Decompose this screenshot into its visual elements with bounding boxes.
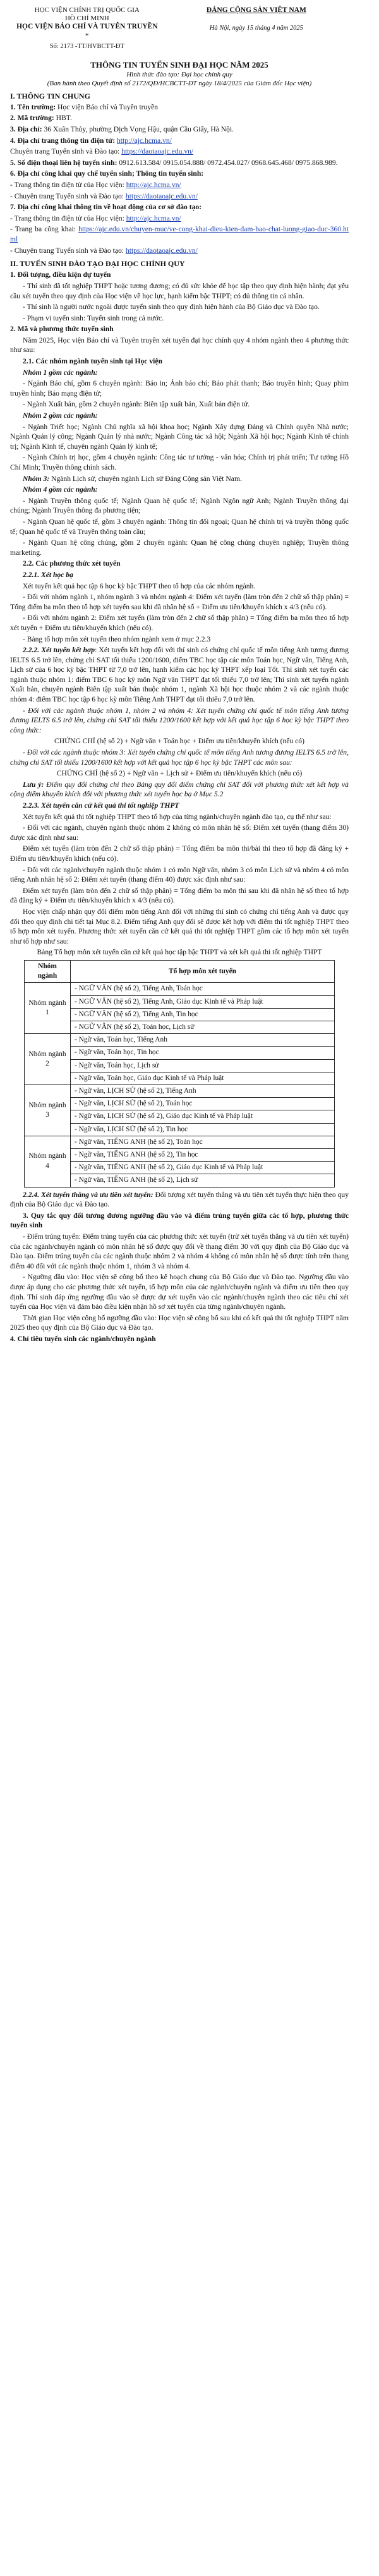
note-text: Điểm quy đổi chứng chỉ theo Bảng quy đổi điểm chứng chỉ SAT đối với phương thức xét kết hợp và cộng điểm khuyến khích đối với phương thức xét tuyển học bạ ở Mục 5.2 [10, 780, 349, 799]
table-row [25, 1110, 335, 1123]
combo-cell: - NGỮ VĂN (hệ số 2), Tiếng Anh, Toán học [71, 983, 335, 995]
document-basis: (Ban hành theo Quyết định số 2172/QĐ/HCBCTT-ĐT ngày 18/4/2025 của Giám đốc Học viện) [47, 79, 312, 87]
place-date: Hà Nội, ngày 15 tháng 4 năm 2025 [209, 25, 303, 32]
sub-1-para-2: - Thí sinh là người nước ngoài được tuyển sinh theo quy định hiện hành của Bộ Giáo dục và Đào tạo. [23, 303, 320, 312]
group-3-text: Ngành Lịch sử, chuyên ngành Lịch sử Đảng Cộng sản Việt Nam. [49, 474, 242, 483]
item-4b-text: Chuyên trang Tuyển sinh và Đào tạo: [10, 147, 122, 156]
item-3-text: 36 Xuân Thủy, phường Dịch Vọng Hậu, quận Cầu Giấy, Hà Nội. [42, 125, 234, 133]
item-2-label: 2. Mã trường: [10, 114, 54, 123]
group-2-para-2: - Ngành Chính trị học, gồm 4 chuyên ngành: Công tác tư tưởng - văn hóa; Chính trị phát triển; Tư tưởng Hồ Chí Minh; Truyền thông chính sách. [10, 453, 349, 472]
combo-cell: - Ngữ văn, Toán học, Tin học [71, 1047, 335, 1059]
sub-2-1-heading: 2.1. Các nhóm ngành tuyển sinh tại Học viện [23, 357, 162, 366]
party-name: ĐẢNG CỘNG SẢN VIỆT NAM [206, 6, 306, 14]
sub-2-2-4 [10, 1190, 349, 1210]
sub-2-2-1-para-1: Xét tuyển kết quả học tập 6 học kỳ bậc THPT theo tổ hợp của các nhóm ngành. [23, 581, 256, 590]
asterisk-divider: * [85, 32, 89, 40]
table-row [25, 1008, 335, 1021]
table-row [25, 1136, 335, 1148]
combo-cell: - Ngữ văn, TIẾNG ANH (hệ số 2), Lịch sử [71, 1174, 335, 1187]
sub-3-para-3: Thời gian Học viện công bố ngưỡng đầu vào: Học viện sẽ công bố sau khi có kết quả thi tốt nghiệp THPT năm 2025 theo quy định của Bộ Giáo dục và Đào tạo. [10, 1313, 349, 1332]
group-cell: Nhóm ngành 4 [25, 1136, 71, 1187]
combo-cell: - Ngữ văn, LỊCH SỬ (hệ số 2), Tin học [71, 1123, 335, 1136]
combo-cell: - Ngữ văn, TIẾNG ANH (hệ số 2), Tin học [71, 1148, 335, 1161]
item-7-line1-text: - Trang thông tin điện tử của Học viện: [10, 214, 126, 222]
sub-3-heading: 3. Quy tắc quy đổi tương đương ngưỡng đầu vào và điểm trúng tuyển giữa các tổ hợp, phương thức tuyển sinh [10, 1211, 349, 1230]
item-7-line3-text: - Chuyên trang Tuyển sinh và Đào tạo: [10, 246, 126, 255]
document-number: Số: 2173 -TT/HVBCTT-ĐT [49, 43, 124, 51]
issuer-block [10, 6, 164, 51]
item-7-admissions-link[interactable]: https://daotaoajc.edu.vn/ [125, 246, 198, 255]
sub-2-2-3-para-3: Điểm xét tuyển (làm tròn đến 2 chữ số thập phân) = Tổng điểm ba môn thi/bài thi theo tổ hợp đã đăng ký + Điểm ưu tiên/khuyến khích (nếu có). [10, 844, 349, 863]
table-row [25, 1021, 335, 1033]
item-6 [10, 169, 349, 179]
formula-1: CHỨNG CHỈ (hệ số 2) + Ngữ văn + Toán học + Điểm ưu tiên/khuyến khích (nếu có) [54, 737, 304, 746]
sub-2-2-3-para-4: - Đối với các ngành/chuyên ngành thuộc nhóm 1 có môn Ngữ văn, nhóm 3 có môn Lịch sử và nhóm 4 có môn tiếng Anh nhân hệ số 2: Điểm xét tuyển (thang điểm 40) được xác định như sau: [10, 865, 349, 884]
website-link[interactable]: http://ajc.hcma.vn/ [116, 136, 172, 145]
table-row [25, 1034, 335, 1047]
sub-2-2-2-para-2: - Đối với các ngành thuộc nhóm 1, nhóm 2 và nhóm 4: Xét tuyển chứng chỉ quốc tế môn tiếng Anh tương đương IELTS 6.5 trở lên, chứng chỉ SAT tối thiểu 1200/1600 kết hợp với kết quả học tập 6 học kỳ bậc THPT theo công thức: [10, 706, 349, 734]
item-6-line1-text: - Trang thông tin điện tử của Học viện: [10, 180, 126, 189]
item-7-disclosure-link[interactable]: https://ajc.edu.vn/chuyen-muc/ve-cong-khai-dieu-kien-dam-bao-chat-luong-giao-duc-360.html [10, 225, 349, 243]
sub-2-2-2-heading: 2.2.2. Xét tuyển kết hợp [23, 646, 95, 655]
combo-cell: - NGỮ VĂN (hệ số 2), Tiếng Anh, Giáo dục Kinh tế và Pháp luật [71, 995, 335, 1008]
item-2 [10, 113, 349, 123]
table-row [25, 1174, 335, 1187]
item-2-text: HBT. [54, 114, 72, 123]
document-subtitle: Hình thức đào tạo: Đại học chính quy [126, 70, 232, 78]
table-row [25, 1084, 335, 1097]
group-1-heading: Nhóm 1 gồm các ngành: [23, 368, 98, 377]
item-6-line2-text: - Chuyên trang Tuyển sinh và Đào tạo: [10, 191, 126, 200]
item-3 [10, 125, 349, 135]
item-6-line2 [10, 191, 349, 202]
sub-2-heading: 2. Mã và phương thức tuyển sinh [10, 325, 114, 334]
note-label: Lưu ý: [23, 780, 44, 789]
item-1 [10, 102, 349, 112]
combo-cell: - Ngữ văn, TIẾNG ANH (hệ số 2), Toán học [71, 1136, 335, 1148]
combo-cell: - Ngữ văn, LỊCH SỬ (hệ số 2), Toán học [71, 1098, 335, 1110]
sub-3-para-1: - Điểm trúng tuyển: Điểm trúng tuyển của các phương thức xét tuyển (trừ xét tuyển thẳng và ưu tiên xét tuyển) của các ngành/chuyên ngành có môn nhân hệ số được quy đổi về thang điểm 30 với quy định của Bộ Giáo dục và Đào tạo. Điểm trúng tuyển của các ngành thuộc nhóm 2 và nhóm 4 không có môn nhân hệ số được tính trên thang điểm 40 đối với các ngành thuộc nhóm 1, nhóm 3 và nhóm 4. [10, 1232, 349, 1270]
sub-2-2-3-para-2: - Đối với các ngành, chuyên ngành thuộc nhóm 2 không có môn nhân hệ số: Điểm xét tuyển (thang điểm 30) được xác định như sau: [10, 823, 349, 842]
sub-2-2-3-para-5: Điểm xét tuyển (làm tròn đến 2 chữ số thập phân) = Tổng điểm ba môn thi sau khi đã nhân hệ số theo tổ hợp đã đăng ký + Điểm ưu tiên/khuyến khích x 4/3 (nếu có). [10, 886, 349, 905]
item-7 [10, 202, 349, 212]
document-title: THÔNG TIN TUYỂN SINH ĐẠI HỌC NĂM 2025 [90, 60, 268, 70]
combo-cell: - Ngữ văn, Toán học, Lịch sử [71, 1059, 335, 1072]
sub-2-2-2-note [10, 780, 349, 799]
section-1-heading: I. THÔNG TIN CHUNG [10, 91, 90, 100]
section-2-heading: II. TUYỂN SINH ĐÀO TẠO ĐẠI HỌC CHÍNH QUY [10, 259, 185, 269]
sub-2-2-1-para-4: - Bảng tổ hợp môn xét tuyển theo nhóm ngành xem ở mục 2.2.3 [23, 635, 211, 643]
sub-4-heading: 4. Chỉ tiêu tuyển sinh các ngành/chuyên ngành [10, 1334, 156, 1343]
subject-combination-table [24, 960, 335, 1188]
item-5 [10, 158, 349, 168]
group-4-para-2: - Ngành Quan hệ quốc tế, gồm 3 chuyên ngành: Thông tin đối ngoại; Quan hệ chính trị và truyền thông quốc tế; Quan hệ quốc tế và Truyền thông toàn cầu; [10, 517, 349, 536]
group-4-para-1: - Ngành Truyền thông quốc tế; Ngành Quan hệ quốc tế; Ngành Ngôn ngữ Anh; Ngành Truyền thông đại chúng; Ngành Truyền thông đa phương tiện; [10, 496, 349, 515]
motto-block [164, 6, 349, 51]
group-3 [10, 474, 349, 484]
item-7-line3 [10, 246, 349, 256]
sub-2-para-1: Năm 2025, Học viện Báo chí và Tuyên truyền xét tuyển đại học chính quy 4 nhóm ngành theo 4 phương thức như sau: [10, 336, 349, 355]
table-row [25, 1148, 335, 1161]
table-header-row [25, 960, 335, 982]
sub-2-2-heading: 2.2. Các phương thức xét tuyển [23, 559, 121, 568]
group-cell: Nhóm ngành 1 [25, 983, 71, 1034]
table-row [25, 1162, 335, 1174]
sub-2-2-3-para-1: Xét tuyển kết quả thi tốt nghiệp THPT theo tổ hợp của từng ngành/chuyên ngành đào tạo, cụ thể như sau: [23, 812, 332, 821]
group-3-heading: Nhóm 3: [23, 474, 50, 483]
item-4 [10, 136, 349, 146]
sub-1-heading: 1. Đối tượng, điều kiện dự tuyển [10, 270, 111, 279]
sub-2-2-2-para-3: - Đối với các ngành thuộc nhóm 3: Xét tuyển chứng chỉ quốc tế môn tiếng Anh tương đương IELTS 6.5 trở lên, chứng chỉ SAT tối thiểu 1200/1600 kết hợp với kết quả học tập 6 học kỳ bậc THPT các môn sau: [10, 748, 349, 767]
sub-2-2-4-text: Đối tượng xét tuyển thẳng và ưu tiên xét tuyển thực hiện theo quy định của Bộ Giáo dục và Đào tạo. [10, 1190, 349, 1209]
formula-2: CHỨNG CHỈ (hệ số 2) + Ngữ văn + Lịch sử + Điểm ưu tiên/khuyến khích (nếu có) [56, 769, 303, 778]
sub-2-2-2-text: : Xét tuyển kết hợp đối với thí sinh có chứng chỉ quốc tế môn tiếng Anh tương đương IELTS 6.5 trở lên, chứng chỉ SAT tối thiểu 1200/1600, điểm TBC học tập các môn Toán học, Ngữ văn, Tiếng Anh, Lịch sử của 6 học kỳ bậc THPT từ 7,0 trở lên, hạnh kiểm các học kỳ THPT xếp loại Tốt. Thí sinh xét tuyển các ngành thuộc nhóm 1: điểm TBC 6 học kỳ môn Ngữ văn THPT đạt tối thiểu 7,0 trở lên; Thí sinh xét tuyển ngành Xuất bản, chuyên ngành Biên tập xuất bản thuộc nhóm 1, ngành Xã hội học thuộc nhóm 2 và các ngành thuộc nhóm 4: điểm TBC học tập 6 học kỳ môn Tiếng Anh THPT đạt tối thiểu 7,0 trở lên. [10, 646, 349, 704]
item-7-line2 [10, 224, 349, 244]
group-2-heading: Nhóm 2 gồm các ngành: [23, 411, 98, 420]
item-7-line2-text: - Trang ba công khai: [10, 225, 79, 234]
sub-1-para-3: - Phạm vi tuyển sinh: Tuyển sinh trong cả nước. [23, 313, 164, 322]
combo-cell: - Ngữ văn, LỊCH SỬ (hệ số 2), Giáo dục Kinh tế và Pháp luật [71, 1110, 335, 1123]
combo-cell: - Ngữ văn, TIẾNG ANH (hệ số 2), Giáo dục Kinh tế và Pháp luật [71, 1162, 335, 1174]
item-5-label: 5. Số điện thoại liên hệ tuyển sinh: [10, 158, 117, 167]
combo-cell: - NGỮ VĂN (hệ số 2), Toán học, Lịch sử [71, 1021, 335, 1033]
sub-2-2-1-para-2: - Đối với nhóm ngành 1, nhóm ngành 3 và nhóm ngành 4: Điểm xét tuyển (làm tròn đến 2 chữ số thập phân) = Tổng điểm ba môn theo tổ hợp xét tuyển sau khi đã nhân hệ số + Điểm ưu tiên/khuyến khích x 4/3 (nếu có). [10, 593, 349, 611]
sub-2-2-3-para-6: Học viện chấp nhận quy đổi điểm môn tiếng Anh đối với những thí sinh có chứng chỉ tiếng Anh và được quy đổi theo quy định chi tiết tại Mục 8.2. Điểm tiếng Anh quy đổi sẽ được kết hợp với điểm thi tốt nghiệp THPT theo tổ hợp môn xét tuyển. Phương thức xét tuyển căn cứ kết quả thi tốt nghiệp THPT gồm các tổ hợp môn xét tuyển như tổ hợp như sau: [10, 907, 349, 945]
group-cell: Nhóm ngành 2 [25, 1034, 71, 1085]
group-4-heading: Nhóm 4 gồm các ngành: [23, 485, 98, 494]
table-row [25, 1059, 335, 1072]
document-page [0, 0, 359, 1354]
admissions-site-link[interactable]: https://daotaoajc.edu.vn/ [121, 147, 194, 156]
combo-cell: - Ngữ văn, Toán học, Tiếng Anh [71, 1034, 335, 1047]
item-7-line1 [10, 214, 349, 224]
table-row [25, 1098, 335, 1110]
item-6-admissions-link[interactable]: https://daotaoajc.edu.vn/ [125, 191, 198, 200]
combo-cell: - Ngữ văn, LỊCH SỬ (hệ số 2), Tiếng Anh [71, 1084, 335, 1097]
item-7-website-link[interactable]: http://ajc.hcma.vn/ [126, 214, 181, 222]
group-cell: Nhóm ngành 3 [25, 1084, 71, 1136]
item-6-line1 [10, 180, 349, 190]
group-4-para-3: - Ngành Quan hệ công chúng, gồm 2 chuyên ngành: Quan hệ công chúng chuyên nghiệp; Truyền thông marketing. [10, 538, 349, 557]
item-5-text: 0912.613.584/ 0915.054.888/ 0972.454.027/ 0968.645.468/ 0975.868.989. [117, 158, 338, 167]
sub-2-2-1-para-3: - Đối với nhóm ngành 2: Điểm xét tuyển (làm tròn đến 2 chữ số thập phân) = Tổng điểm ba môn theo tổ hợp xét tuyển + Điểm ưu tiên/khuyến khích (nếu có). [10, 614, 349, 632]
group-1-para-2: - Ngành Xuất bản, gồm 2 chuyên ngành: Biên tập xuất bản, Xuất bản điện tử. [23, 400, 250, 409]
sub-3-para-2: - Ngưỡng đầu vào: Học viện sẽ công bố theo kế hoạch chung của Bộ Giáo dục và Đào tạo. Ngưỡng đầu vào được áp dụng cho các phương thức xét tuyển, tổ hợp môn của các ngành/chuyên ngành và điểm ưu tiên theo quy định. Thí sinh đáp ứng ngưỡng đầu vào sẽ được dự xét tuyển vào các ngành/chuyên ngành theo các tiêu chí xét tuyển của Học viện và đảm bảo điều kiện nhận hồ sơ xét tuyển của từng ngành/chuyên ngành. [10, 1273, 349, 1311]
item-6-website-link[interactable]: http://ajc.hcma.vn/ [126, 180, 181, 189]
table-row [25, 1123, 335, 1136]
issuer-parent-org-line2: HỒ CHÍ MINH [64, 15, 109, 22]
group-2-para-1: - Ngành Triết học; Ngành Chủ nghĩa xã hội khoa học; Ngành Xây dựng Đảng và Chính quyền Nhà nước; Ngành Quản lý công; Ngành Quản lý nhà nước; Ngành Công tác xã hội; Ngành Xã hội học; Ngành Kinh tế chính trị; Ngành Kinh tế, chuyên ngành Quản lý kinh tế; [10, 422, 349, 451]
sub-2-2-3-heading: 2.2.3. Xét tuyển căn cứ kết quả thi tốt nghiệp THPT [23, 801, 179, 810]
table-header-group: Nhóm ngành [25, 960, 71, 982]
item-1-label: 1. Tên trường: [10, 102, 56, 111]
table-row [25, 1047, 335, 1059]
sub-1-para-1: - Thí sinh đã tốt nghiệp THPT hoặc tương đương; có đủ sức khỏe để học tập theo quy định hiện hành; đạt yêu cầu xét tuyển theo quy định của Học viện về học lực, hạnh kiểm bậc THPT; có đủ thông tin cá nhân. [10, 281, 349, 300]
item-6-label: 6. Địa chỉ công khai quy chế tuyển sinh; Thông tin tuyển sinh: [10, 169, 204, 178]
table-row [25, 995, 335, 1008]
table-row [25, 1072, 335, 1084]
table-header-combo: Tổ hợp môn xét tuyển [71, 960, 335, 982]
item-1-text: Học viện Báo chí và Tuyên truyền [56, 102, 159, 111]
table-caption: Bảng Tổ hợp môn xét tuyển căn cứ kết quả học tập bậc THPT và xét kết quả thi tốt nghiệp THPT [37, 948, 322, 957]
combo-cell: - Ngữ văn, Toán học, Giáo dục Kinh tế và Pháp luật [71, 1072, 335, 1084]
group-1-para-1: - Ngành Báo chí, gồm 6 chuyên ngành: Báo in; Ảnh báo chí; Báo phát thanh; Báo truyền hình; Quay phim truyền hình; Báo mạng điện tử; [10, 379, 349, 398]
item-7-label: 7. Địa chỉ công khai thông tin về hoạt động của cơ sở đào tạo: [10, 203, 202, 212]
table-row [25, 983, 335, 995]
item-4b [10, 147, 349, 157]
item-3-label: 3. Địa chỉ: [10, 125, 42, 133]
document-header [10, 6, 349, 51]
sub-2-2-4-heading: 2.2.4. Xét tuyển thẳng và ưu tiên xét tuyển: [23, 1190, 153, 1199]
issuer-name: HỌC VIỆN BÁO CHÍ VÀ TUYÊN TRUYỀN [16, 23, 158, 30]
sub-2-2-1-heading: 2.2.1. Xét học bạ [23, 570, 73, 579]
combo-cell: - NGỮ VĂN (hệ số 2), Tiếng Anh, Tin học [71, 1008, 335, 1021]
issuer-parent-org: HỌC VIỆN CHÍNH TRỊ QUỐC GIA [34, 6, 140, 14]
item-4-label: 4. Địa chỉ trang thông tin điện tử: [10, 136, 116, 145]
sub-2-2-2-para-1 [10, 645, 349, 705]
